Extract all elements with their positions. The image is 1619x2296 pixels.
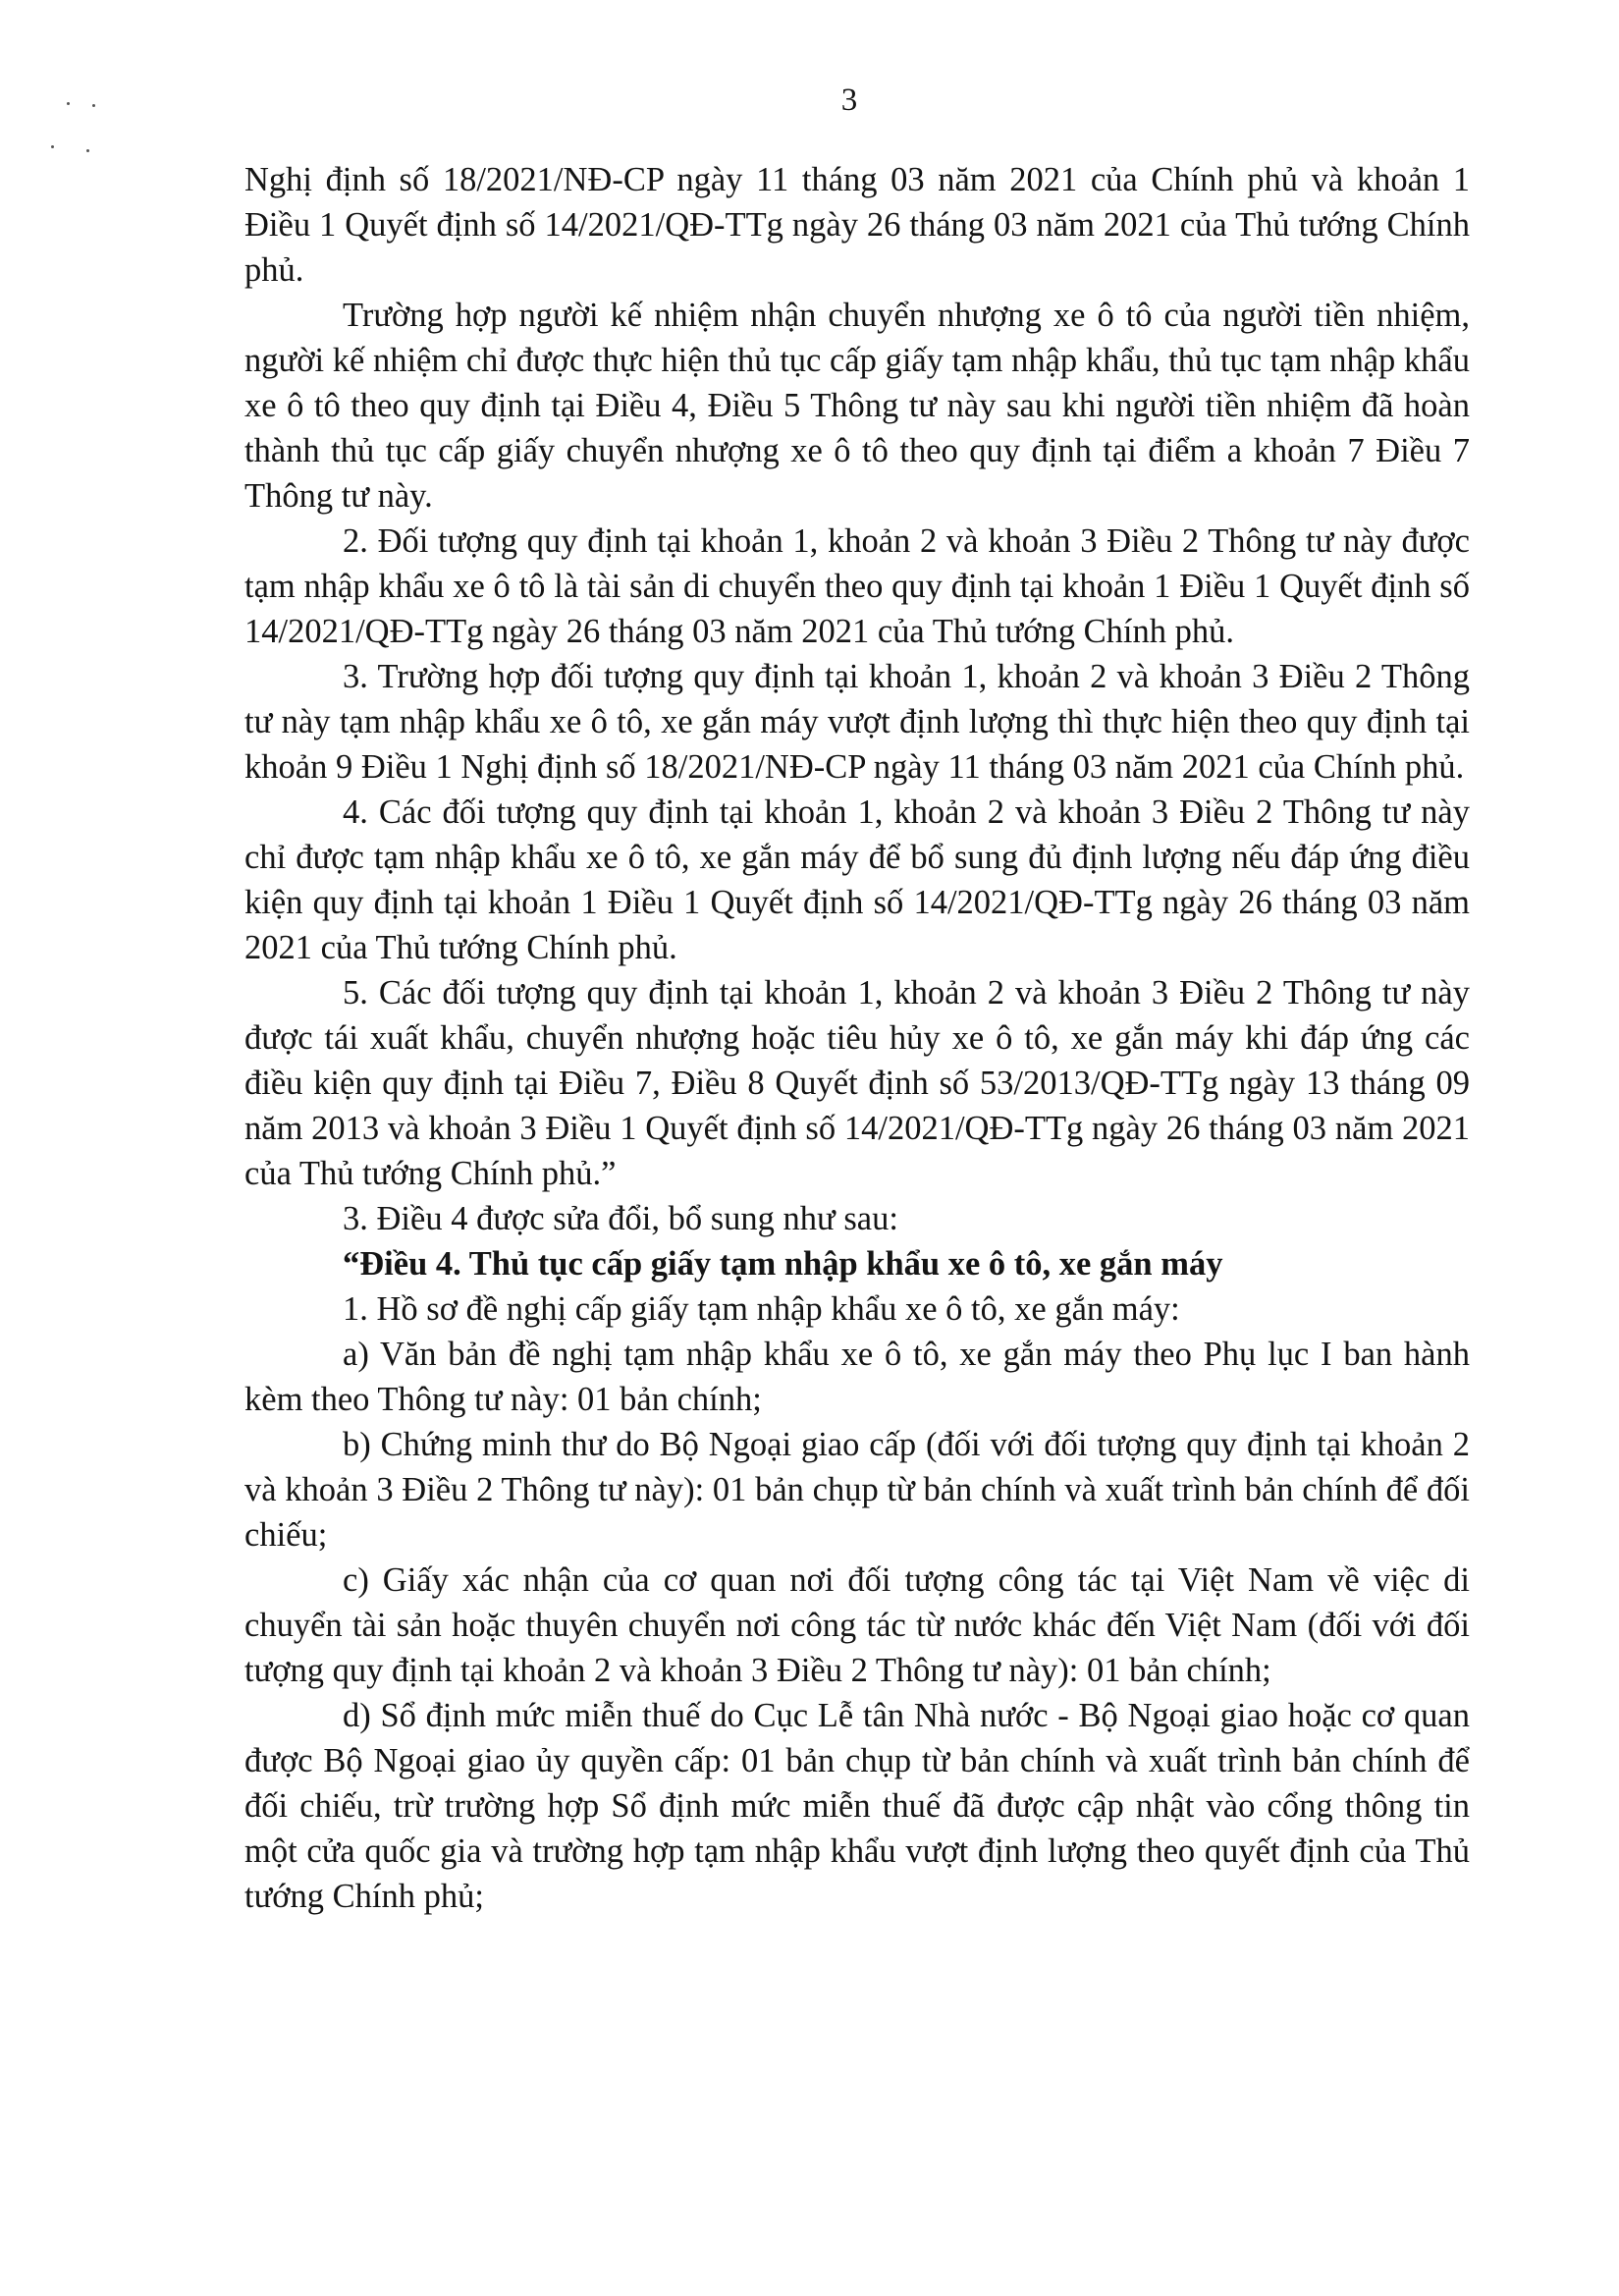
paragraph-dossier-intro: 1. Hồ sơ đề nghị cấp giấy tạm nhập khẩu xe ô tô, xe gắn máy: — [343, 1290, 1180, 1328]
scan-speck — [51, 145, 54, 148]
paragraph-clause-3: 3. Trường hợp đối tượng quy định tại khoản 1, khoản 2 và khoản 3 Điều 2 Thông tư này tạm nhập khẩu xe ô tô, xe gắn máy vượt định lượng thì thực hiện theo quy định tại khoản 9 Điều 1 Nghị định số 18/2021/NĐ-CP ngày 11 tháng 03 năm 2021 của Chính phủ. — [244, 658, 1470, 786]
paragraph-item-c: c) Giấy xác nhận của cơ quan nơi đối tượng công tác tại Việt Nam về việc di chuyển tài sản hoặc thuyên chuyển nơi công tác từ nước khác đến Việt Nam (đối với đối tượng quy định tại khoản 2 và khoản 3 Điều 2 Thông tư này): 01 bản chính; — [244, 1561, 1470, 1689]
document-body — [244, 157, 1470, 1919]
paragraph-item-d: d) Sổ định mức miễn thuế do Cục Lễ tân Nhà nước - Bộ Ngoại giao hoặc cơ quan được Bộ Ngoại giao ủy quyền cấp: 01 bản chụp từ bản chính và xuất trình bản chính để đối chiếu, trừ trường hợp Sổ định mức miễn thuế đã được cập nhật vào cổng thông tin một cửa quốc gia và trường hợp tạm nhập khẩu vượt định lượng theo quyết định của Thủ tướng Chính phủ; — [244, 1697, 1470, 1915]
page-number: 3 — [840, 82, 858, 118]
scan-speck — [86, 149, 89, 152]
paragraph-item-a: a) Văn bản đề nghị tạm nhập khẩu xe ô tô, xe gắn máy theo Phụ lục I ban hành kèm theo Thông tư này: 01 bản chính; — [244, 1336, 1470, 1418]
paragraph-amendment-item-3: 3. Điều 4 được sửa đổi, bổ sung như sau: — [343, 1200, 898, 1237]
paragraph-clause-5: 5. Các đối tượng quy định tại khoản 1, khoản 2 và khoản 3 Điều 2 Thông tư này được tái xuất khẩu, chuyển nhượng hoặc tiêu hủy xe ô tô, xe gắn máy khi đáp ứng các điều kiện quy định tại Điều 7, Điều 8 Quyết định số 53/2013/QĐ-TTg ngày 13 tháng 09 năm 2013 và khoản 3 Điều 1 Quyết định số 14/2021/QĐ-TTg ngày 26 tháng 03 năm 2021 của Thủ tướng Chính phủ.” — [244, 974, 1470, 1192]
article-4-heading: “Điều 4. Thủ tục cấp giấy tạm nhập khẩu xe ô tô, xe gắn máy — [343, 1245, 1223, 1283]
paragraph-clause-2: 2. Đối tượng quy định tại khoản 1, khoản 2 và khoản 3 Điều 2 Thông tư này được tạm nhập khẩu xe ô tô là tài sản di chuyển theo quy định tại khoản 1 Điều 1 Quyết định số 14/2021/QĐ-TTg ngày 26 tháng 03 năm 2021 của Thủ tướng Chính phủ. — [244, 522, 1470, 650]
paragraph-continuation: Nghị định số 18/2021/NĐ-CP ngày 11 tháng 03 năm 2021 của Chính phủ và khoản 1 Điều 1 Quyết định số 14/2021/QĐ-TTg ngày 26 tháng 03 năm 2021 của Thủ tướng Chính phủ. — [244, 161, 1470, 289]
paragraph-successor-transfer: Trường hợp người kế nhiệm nhận chuyển nhượng xe ô tô của người tiền nhiệm, người kế nhiệm chỉ được thực hiện thủ tục cấp giấy tạm nhập khẩu, thủ tục tạm nhập khẩu xe ô tô theo quy định tại Điều 4, Điều 5 Thông tư này sau khi người tiền nhiệm đã hoàn thành thủ tục cấp giấy chuyển nhượng xe ô tô theo quy định tại điểm a khoản 7 Điều 7 Thông tư này. — [244, 297, 1470, 515]
paragraph-clause-4: 4. Các đối tượng quy định tại khoản 1, khoản 2 và khoản 3 Điều 2 Thông tư này chỉ được tạm nhập khẩu xe ô tô, xe gắn máy để bổ sung đủ định lượng nếu đáp ứng điều kiện quy định tại khoản 1 Điều 1 Quyết định số 14/2021/QĐ-TTg ngày 26 tháng 03 năm 2021 của Thủ tướng Chính phủ. — [244, 793, 1470, 966]
paragraph-item-b: b) Chứng minh thư do Bộ Ngoại giao cấp (đối với đối tượng quy định tại khoản 2 và khoản 3 Điều 2 Thông tư này): 01 bản chụp từ bản chính và xuất trình bản chính để đối chiếu; — [244, 1426, 1470, 1554]
